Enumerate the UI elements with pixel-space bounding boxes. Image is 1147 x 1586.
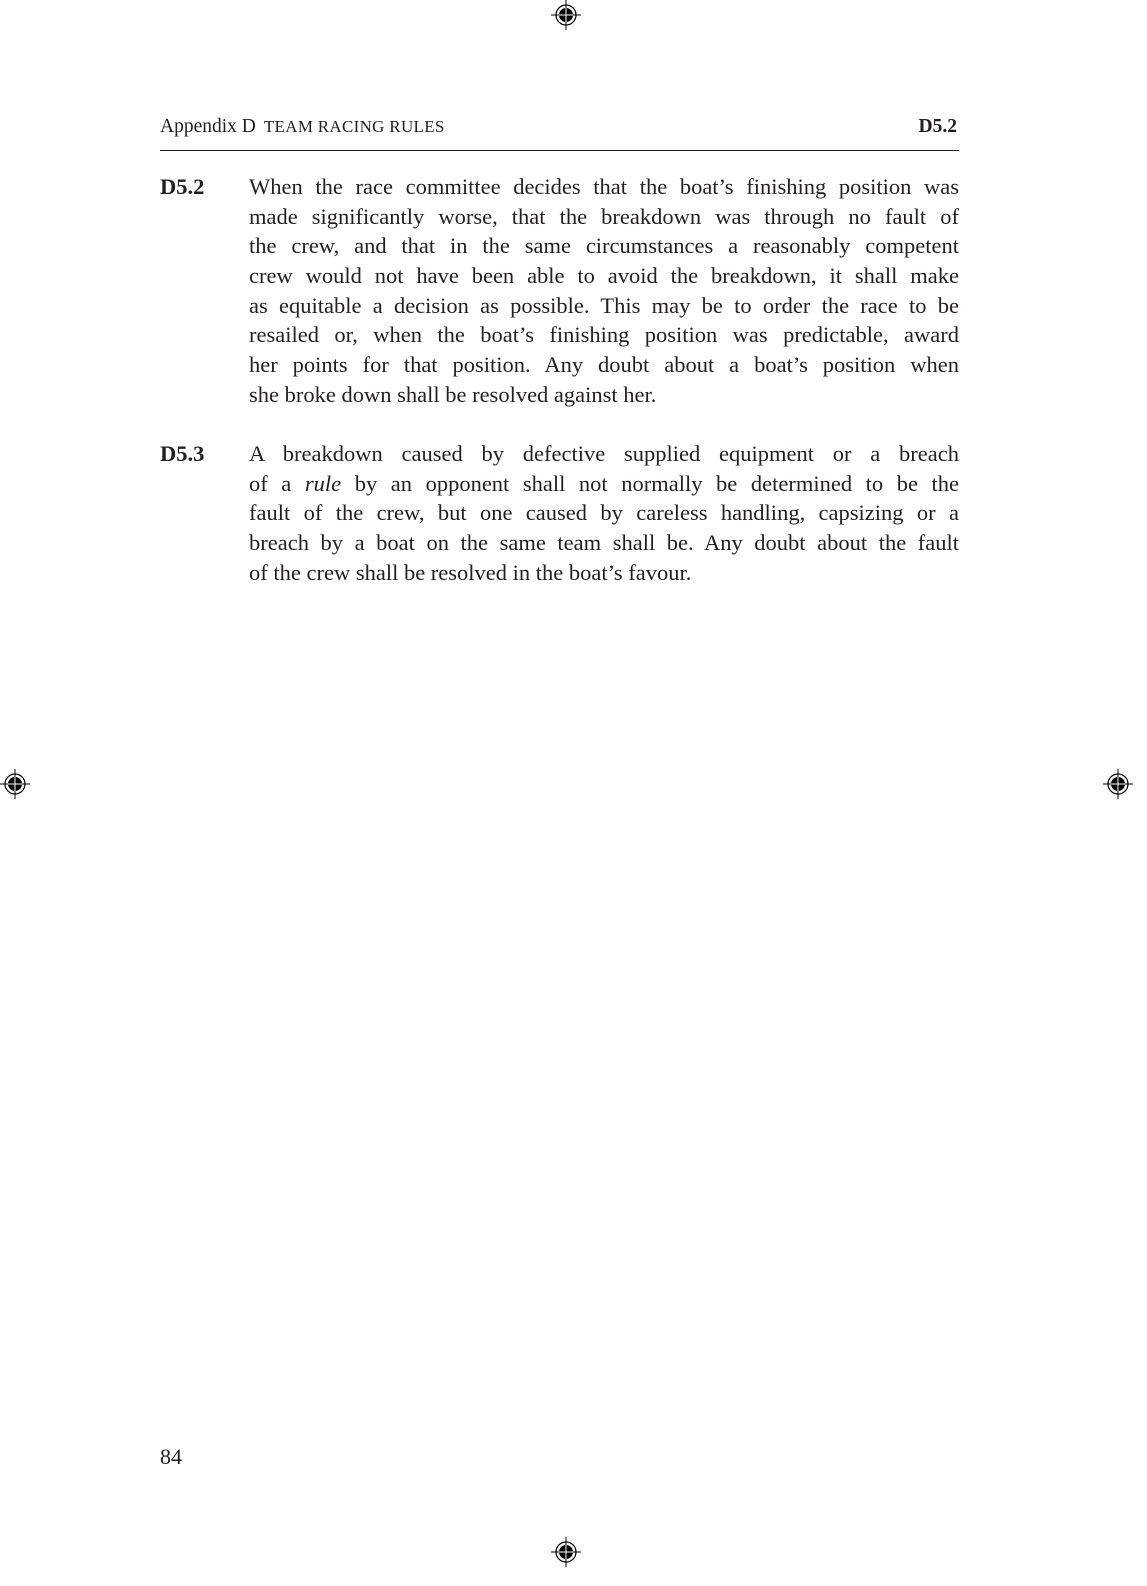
rule-number: D5.2 (160, 174, 205, 199)
rule-number: D5.3 (160, 441, 205, 466)
text-line: A breakdown caused by defective supplied equipment or a breach (249, 441, 959, 466)
text-fragment: of a (249, 470, 305, 496)
appendix-label: Appendix D (160, 116, 256, 137)
rule-text (249, 439, 959, 587)
text-line: her points for that position. Any doubt about a boat’s position when (249, 352, 959, 378)
registration-mark-icon (1103, 769, 1133, 799)
text-line: made significantly worse, that the breakdown was through no fault of (249, 203, 959, 229)
registration-mark-icon (551, 0, 581, 30)
text-line: of the crew shall be resolved in the boat’s favour. (249, 559, 692, 585)
text-line: she broke down shall be resolved against her. (249, 381, 657, 407)
registration-mark-icon (551, 1537, 581, 1567)
running-header (160, 114, 959, 151)
section-title: TEAM RACING RULES (263, 117, 445, 136)
text-fragment: by an opponent shall not normally be determined to be the (341, 470, 960, 496)
running-rule-number: D5.2 (918, 116, 957, 137)
defined-term: rule (304, 470, 342, 496)
registration-mark-icon (0, 769, 30, 799)
text-line: resailed or, when the boat’s finishing position was predictable, award (249, 322, 959, 348)
rule-text (249, 172, 959, 410)
text-line: the crew, and that in the same circumstances a reasonably competent (249, 233, 959, 259)
text-line: When the race committee decides that the boat’s finishing position was (249, 174, 959, 199)
text-line: as equitable a decision as possible. This may be to order the race to be (249, 292, 959, 318)
text-line: breach by a boat on the same team shall be. Any doubt about the fault (249, 530, 959, 556)
text-line (249, 469, 959, 499)
text-line: fault of the crew, but one caused by careless handling, capsizing or a (249, 500, 959, 526)
header-left (160, 116, 445, 138)
page-number: 84 (160, 1444, 182, 1469)
text-line: crew would not have been able to avoid the breakdown, it shall make (249, 263, 959, 289)
